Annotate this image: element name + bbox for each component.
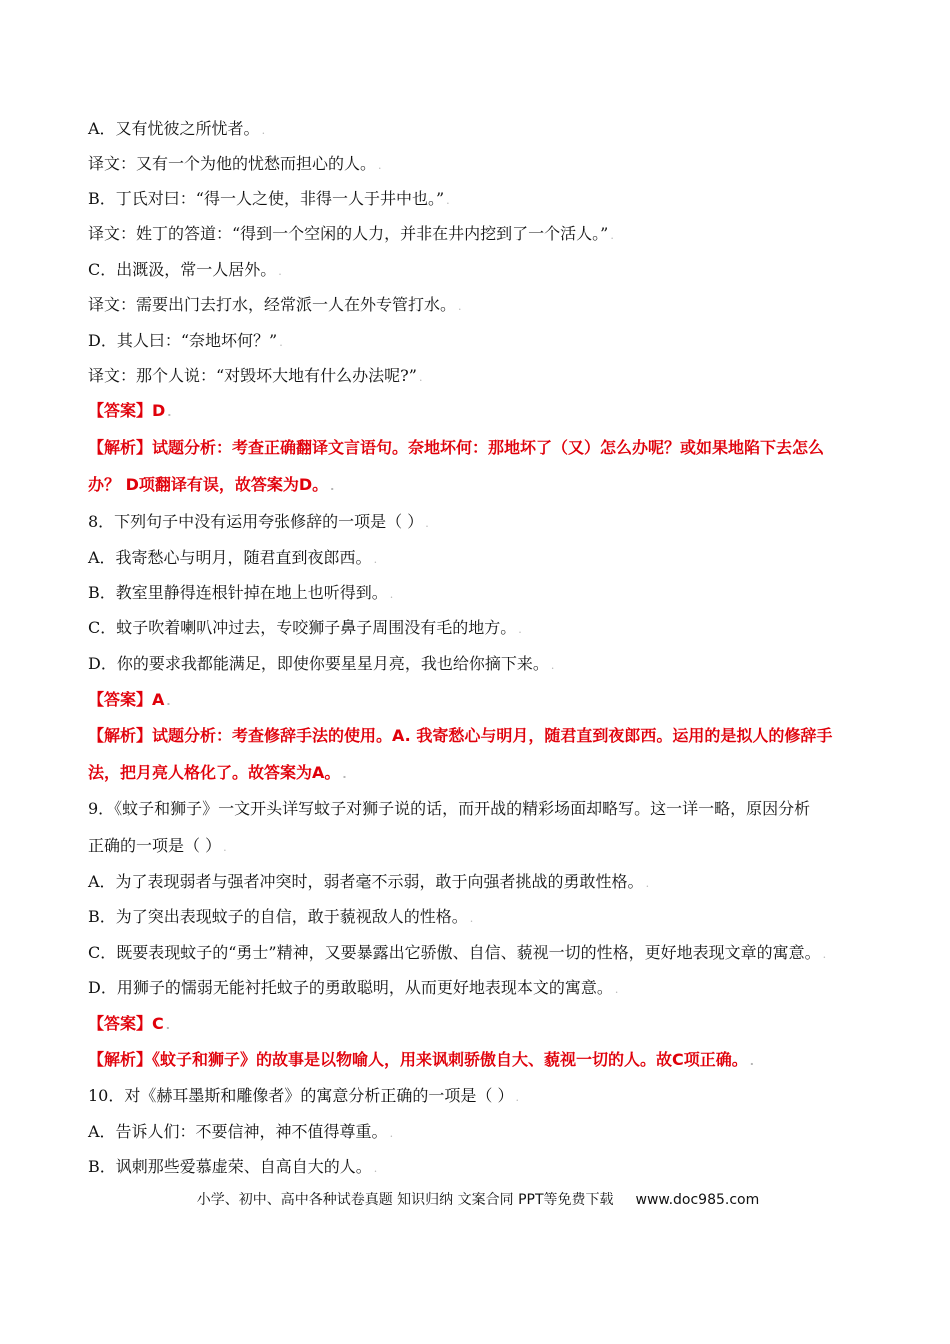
answer-line: 【答案】A . [88, 690, 171, 709]
option-a-line: A．我寄愁心与明月，随君直到夜郎西。 . [88, 548, 378, 567]
analysis-line: 【解析】试题分析：考查修辞手法的使用。A. 我寄愁心与明月，随君直到夜郎西。运用的是拟人的修辞手 [88, 726, 833, 745]
page-footer [88, 1190, 868, 1210]
answer-line: 【答案】D . [88, 401, 172, 420]
answer-line: 【答案】C . [88, 1014, 170, 1033]
question-8-stem: 8．下列句子中没有运用夸张修辞的一项是（ ） . [88, 512, 429, 531]
translation-line: 译文：那个人说：“对毁坏大地有什么办法呢?” . [88, 366, 423, 385]
analysis-line: 【解析】试题分析：考查正确翻译文言语句。奈地坏何：那地坏了（又）怎么办呢？或如果地陷下去怎么 [88, 438, 825, 457]
question-9-stem-cont: 正确的一项是（ ） . [88, 836, 227, 855]
option-a-line: A．又有忧彼之所忧者。 . [88, 119, 266, 138]
option-b-line: B．为了突出表现蚊子的自信，敢于藐视敌人的性格。 . [88, 907, 474, 926]
option-b-line: B．丁氏对曰：“得一人之使，非得一人于井中也。” . [88, 189, 450, 208]
footer-site-link[interactable]: www.doc985.com [635, 1192, 760, 1208]
option-d-line: D．你的要求我都能满足，即使你要星星月亮，我也给你摘下来。 . [88, 654, 555, 673]
option-b-line: B．讽刺那些爱慕虚荣、自高自大的人。 . [88, 1157, 378, 1176]
footer-text: 小学、初中、高中各种试卷真题 知识归纳 文案合同 PPT等免费下载 [196, 1192, 614, 1208]
option-a-line: A．告诉人们：不要信神，神不值得尊重。 . [88, 1122, 394, 1141]
question-9-stem: 9．《蚊子和狮子》一文开头详写蚊子对狮子说的话，而开战的精彩场面却略写。这一详一略，原因分析 [88, 799, 811, 818]
translation-line: 译文：又有一个为他的忧愁而担心的人。 . [88, 154, 382, 173]
option-a-line: A．为了表现弱者与强者冲突时，弱者毫不示弱，敢于向强者挑战的勇敢性格。 . [88, 872, 650, 891]
option-c-line: C．出溉汲，常一人居外。 . [88, 260, 282, 279]
option-d-line: D．用狮子的懦弱无能衬托蚊子的勇敢聪明，从而更好地表现本文的寓意。 . [88, 978, 619, 997]
analysis-line: 【解析】《蚊子和狮子》的故事是以物喻人，用来讽刺骄傲自大、藐视一切的人。故C项正确。 . [88, 1050, 754, 1069]
translation-line: 译文：需要出门去打水，经常派一人在外专管打水。 . [88, 295, 462, 314]
translation-line: 译文：姓丁的答道：“得到一个空闲的人力，并非在井内挖到了一个活人。” . [88, 224, 614, 243]
option-c-line: C．蚊子吹着喇叭冲过去，专咬狮子鼻子周围没有毛的地方。 . [88, 618, 522, 637]
analysis-line: 法，把月亮人格化了。故答案为A。 . [88, 763, 347, 782]
option-b-line: B．教室里静得连根针掉在地上也听得到。 . [88, 583, 394, 602]
option-d-line: D．其人曰：“奈地坏何？” . [88, 331, 283, 350]
option-c-line: C．既要表现蚊子的“勇士”精神，又要暴露出它骄傲、自信、藐视一切的性格，更好地表现文章的寓意。 . [88, 943, 827, 962]
analysis-line: 办？ D项翻译有误，故答案为D。 . [88, 475, 335, 494]
question-10-stem: 10．对《赫耳墨斯和雕像者》的寓意分析正确的一项是（ ） . [88, 1086, 519, 1105]
